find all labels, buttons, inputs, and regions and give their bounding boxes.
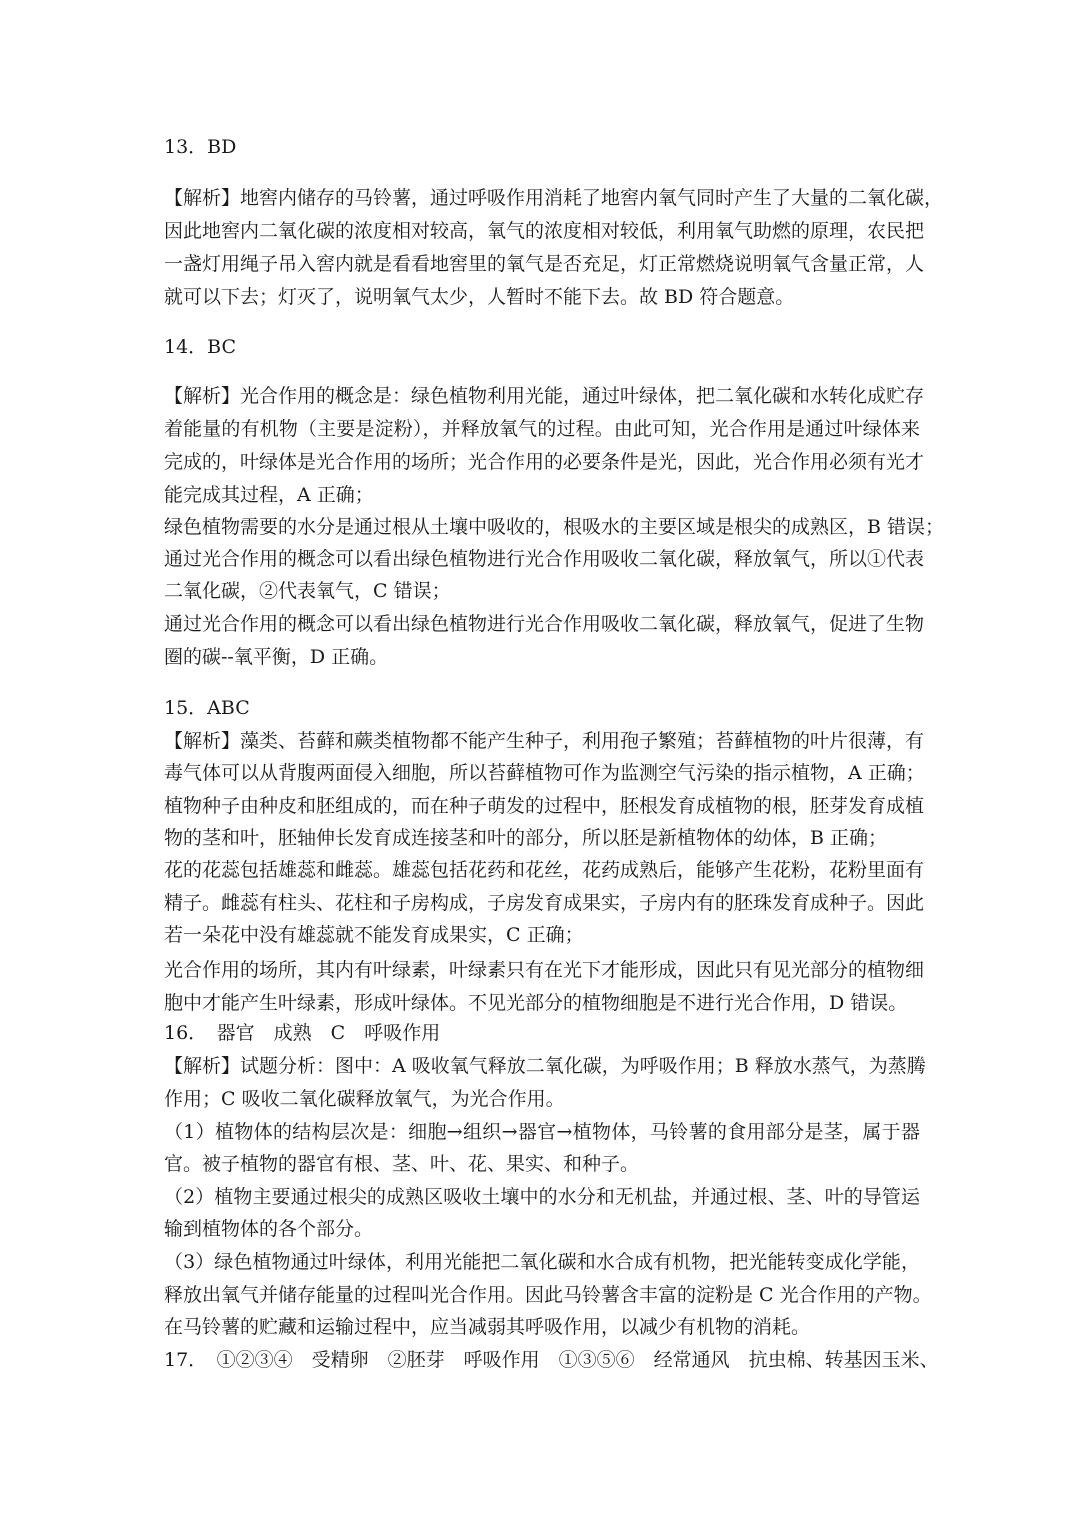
answer-14-line-7: 二氧化碳，②代表氧气，C 错误； — [164, 580, 451, 602]
answer-15-line-8: 光合作用的场所，其内有叶绿素，叶绿素只有在光下才能形成，因此只有见光部分的植物细 — [164, 959, 925, 981]
answer-16-line-4: 官。被子植物的器官有根、茎、叶、花、果实、和种子。 — [164, 1153, 640, 1175]
answer-13-line-3: 一盏灯用绳子吊入窖内就是看看地窖里的氧气是否充足，灯正常燃烧说明氧气含量正常，人 — [164, 253, 925, 275]
answer-16-line-5: （2）植物主要通过根尖的成熟区吸收土壤中的水分和无机盐，并通过根、茎、叶的导管运 — [164, 1186, 920, 1208]
answer-15-line-2: 毒气体可以从背腹两面侵入细胞，所以苔藓植物可作为监测空气污染的指示植物，A 正确； — [164, 762, 925, 784]
answer-17-heading: 17． ①②③④ 受精卵 ②胚芽 呼吸作用 ①③⑤⑥ 经常通风 抗虫棉、转基因玉米、 — [164, 1349, 939, 1371]
answer-16-line-7: （3）绿色植物通过叶绿体，利用光能把二氧化碳和水合成有机物，把光能转变成化学能， — [164, 1251, 920, 1273]
answer-16-line-8: 释放出氧气并储存能量的过程叫光合作用。因此马铃薯含丰富的淀粉是 C 光合作用的产物。 — [164, 1284, 932, 1306]
answer-15-line-6: 精子。雌蕊有柱头、花柱和子房构成，子房发育成果实，子房内有的胚珠发育成种子。因此 — [164, 892, 925, 914]
answer-16-heading: 16． 器官 成熟 C 呼吸作用 — [164, 1022, 441, 1044]
answer-14-line-6: 通过光合作用的概念可以看出绿色植物进行光合作用吸收二氧化碳，释放氧气，所以①代表 — [164, 548, 925, 570]
answer-15-heading: 15．ABC — [164, 697, 250, 719]
answer-14-line-8: 通过光合作用的概念可以看出绿色植物进行光合作用吸收二氧化碳，释放氧气，促进了生物 — [164, 613, 925, 635]
answer-14-line-2: 着能量的有机物（主要是淀粉），并释放氧气的过程。由此可知，光合作用是通过叶绿体来 — [164, 418, 920, 440]
answer-16-line-9: 在马铃薯的贮藏和运输过程中，应当减弱其呼吸作用，以减少有机物的消耗。 — [164, 1316, 811, 1338]
answer-15-line-7: 若一朵花中没有雄蕊就不能发育成果实，C 正确； — [164, 924, 584, 946]
answer-16-line-1: 【解析】试题分析：图中：A 吸收氧气释放二氧化碳，为呼吸作用；B 释放水蒸气，为蒸腾 — [164, 1055, 926, 1077]
answer-16-line-2: 作用；C 吸收二氧化碳释放氧气，为光合作用。 — [164, 1088, 565, 1110]
answer-15-line-5: 花的花蕊包括雄蕊和雌蕊。雄蕊包括花药和花丝，花药成熟后，能够产生花粉，花粉里面有 — [164, 859, 925, 881]
answer-14-line-9: 圈的碳--氧平衡，D 正确。 — [164, 646, 389, 668]
answer-13-line-2: 因此地窖内二氧化碳的浓度相对较高，氧气的浓度相对较低，利用氧气助燃的原理，农民把 — [164, 220, 925, 242]
answer-15-line-4: 物的茎和叶，胚轴伸长发育成连接茎和叶的部分，所以胚是新植物体的幼体，B 正确； — [164, 827, 888, 849]
answer-13-line-4: 就可以下去；灯灭了，说明氧气太少，人暂时不能下去。故 BD 符合题意。 — [164, 286, 795, 308]
answer-16-line-3: （1）植物体的结构层次是：细胞→组织→器官→植物体，马铃薯的食用部分是茎，属于器 — [164, 1121, 920, 1143]
answer-16-line-6: 输到植物体的各个部分。 — [164, 1218, 374, 1240]
answer-14-line-4: 能完成其过程，A 正确； — [164, 484, 374, 506]
answer-13-heading: 13．BD — [164, 136, 237, 158]
answer-14-line-5: 绿色植物需要的水分是通过根从土壤中吸收的，根吸水的主要区域是根尖的成熟区，B 错误； — [164, 516, 945, 538]
answer-14-line-1: 【解析】光合作用的概念是：绿色植物利用光能，通过叶绿体，把二氧化碳和水转化成贮存 — [164, 385, 925, 407]
answer-14-heading: 14．BC — [164, 336, 237, 358]
answer-15-line-1: 【解析】藻类、苔藓和蕨类植物都不能产生种子，利用孢子繁殖；苔藓植物的叶片很薄，有 — [164, 730, 925, 752]
answer-15-line-3: 植物种子由种皮和胚组成的，而在种子萌发的过程中，胚根发育成植物的根，胚芽发育成植 — [164, 795, 925, 817]
answer-13-line-1: 【解析】地窖内储存的马铃薯，通过呼吸作用消耗了地窖内氧气同时产生了大量的二氧化碳， — [164, 187, 944, 209]
answer-14-line-3: 完成的，叶绿体是光合作用的场所；光合作用的必要条件是光，因此，光合作用必须有光才 — [164, 451, 925, 473]
answer-15-line-9: 胞中才能产生叶绿素，形成叶绿体。不见光部分的植物细胞是不进行光合作用，D 错误。 — [164, 992, 908, 1014]
